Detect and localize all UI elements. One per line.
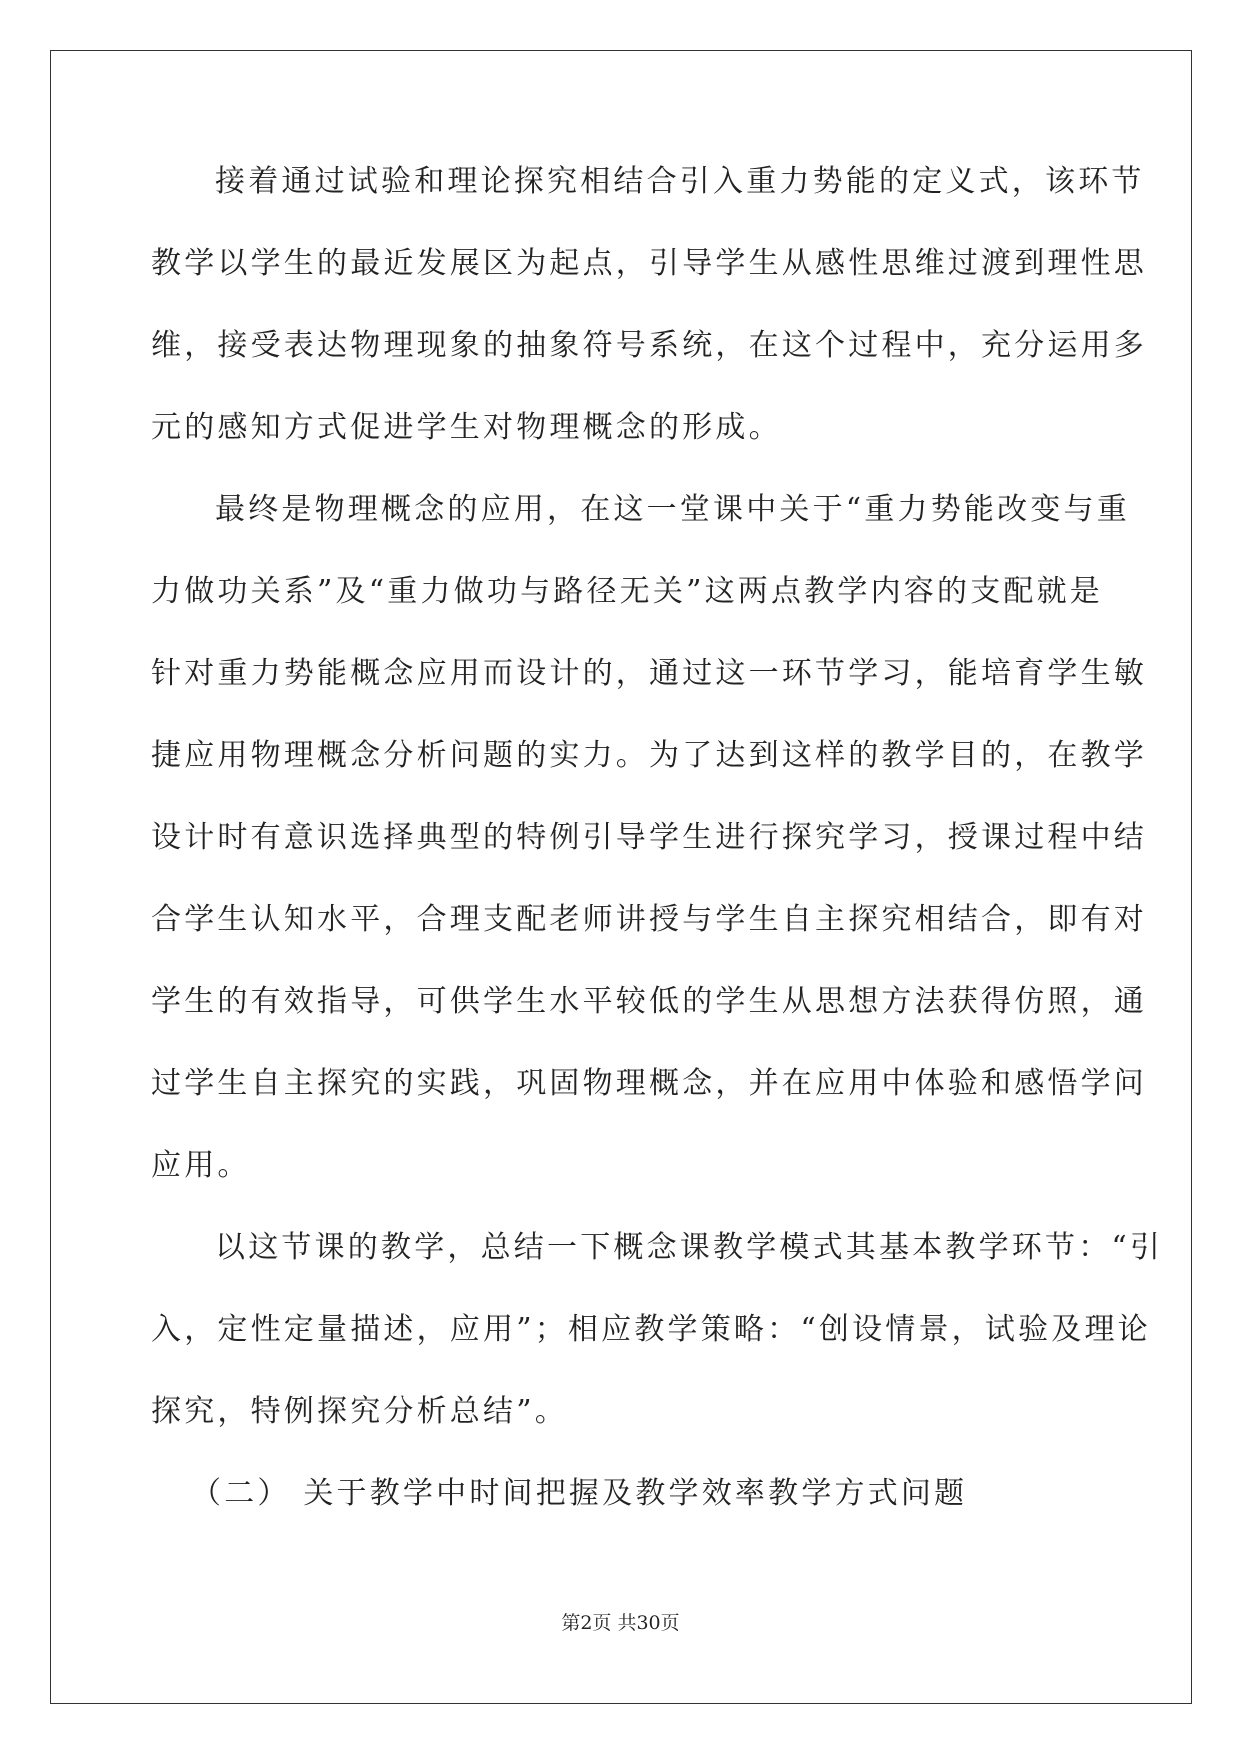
document-body [151,160,1164,1554]
page-number-footer: 第2页 共30页 [561,1612,680,1634]
paragraph-2-line-9: 应用。 [151,1148,251,1183]
paragraph-1-line-2: 教学以学生的最近发展区为起点，引导学生从感性思维过渡到理性思 [151,246,1147,281]
paragraph-3-line-1: 以这节课的教学，总结一下概念课教学模式其基本教学环节：“引 [215,1230,1164,1265]
paragraph-3-line-2: 入，定性定量描述，应用”；相应教学策略：“创设情景，试验及理论 [151,1312,1151,1347]
paragraph-2-line-6: 合学生认知水平，合理支配老师讲授与学生自主探究相结合，即有对 [151,902,1147,937]
paragraph-2-line-5: 设计时有意识选择典型的特例引导学生进行探究学习，授课过程中结 [151,820,1147,855]
paragraph-1-line-4: 元的感知方式促进学生对物理概念的形成。 [151,410,782,445]
paragraph-2-line-4: 捷应用物理概念分析问题的实力。为了达到这样的教学目的，在教学 [151,738,1147,773]
paragraph-2-line-3: 针对重力势能概念应用而设计的，通过这一环节学习，能培育学生敏 [151,656,1147,691]
paragraph-3-line-3: 探究，特例探究分析总结”。 [151,1394,568,1429]
paragraph-2-line-2: 力做功关系”及“重力做功与路径无关”这两点教学内容的支配就是 [151,574,1104,609]
section-heading: （二） 关于教学中时间把握及教学效率教学方式问题 [191,1476,968,1511]
paragraph-1-line-1: 接着通过试验和理论探究相结合引入重力势能的定义式，该环节 [215,164,1145,199]
paragraph-2-line-1: 最终是物理概念的应用，在这一堂课中关于“重力势能改变与重 [215,492,1130,527]
paragraph-2-line-7: 学生的有效指导，可供学生水平较低的学生从思想方法获得仿照，通 [151,984,1147,1019]
paragraph-2-line-8: 过学生自主探究的实践，巩固物理概念，并在应用中体验和感悟学问 [151,1066,1147,1101]
paragraph-1-line-3: 维，接受表达物理现象的抽象符号系统，在这个过程中，充分运用多 [151,328,1147,363]
